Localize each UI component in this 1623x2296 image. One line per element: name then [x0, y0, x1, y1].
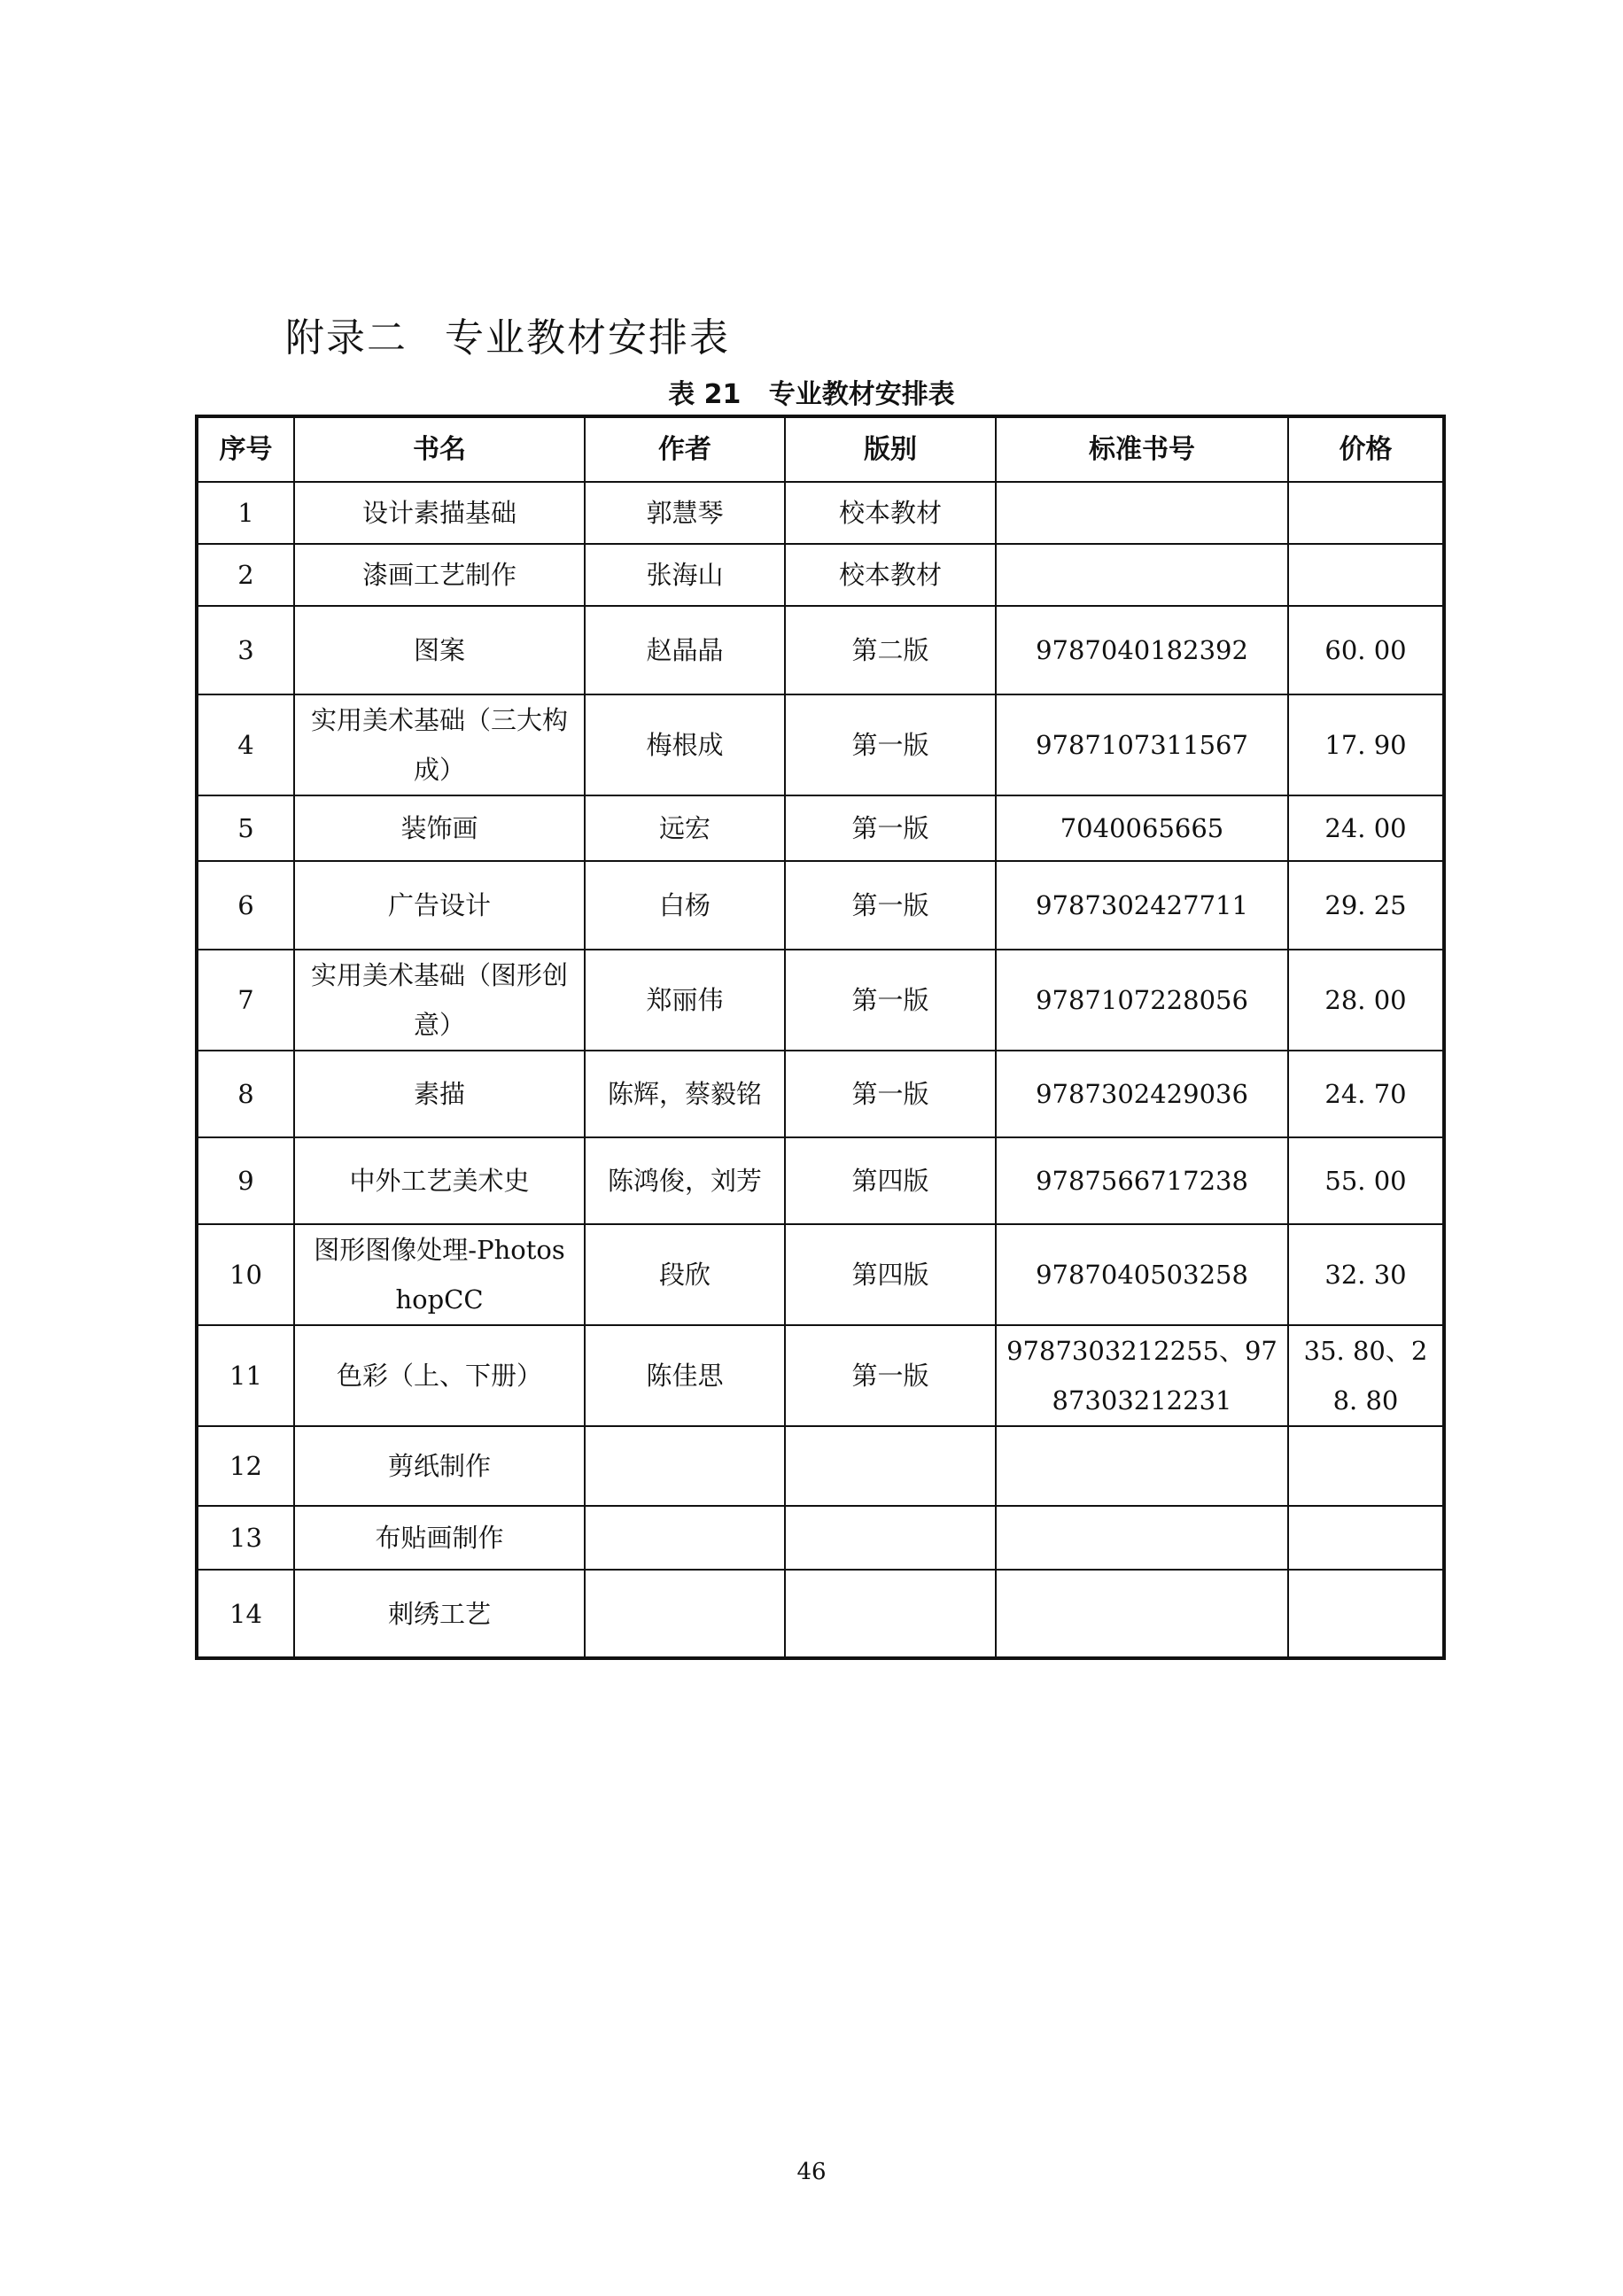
cell-title: 布贴画制作 [294, 1506, 585, 1570]
cell-index: 13 [197, 1506, 294, 1570]
cell-title: 装饰画 [294, 795, 585, 861]
cell-isbn: 9787302427711 [996, 861, 1288, 950]
cell-author: 赵晶晶 [585, 606, 785, 694]
table-row [197, 1426, 1444, 1506]
cell-price: 60. 00 [1288, 606, 1444, 694]
cell-price: 24. 70 [1288, 1051, 1444, 1137]
cell-author [585, 1506, 785, 1570]
cell-edition: 第二版 [785, 606, 996, 694]
cell-price [1288, 1506, 1444, 1570]
cell-price: 55. 00 [1288, 1137, 1444, 1224]
cell-index: 9 [197, 1137, 294, 1224]
cell-index: 4 [197, 694, 294, 795]
header-author: 作者 [585, 416, 785, 482]
cell-price: 24. 00 [1288, 795, 1444, 861]
header-edition: 版别 [785, 416, 996, 482]
cell-edition: 第一版 [785, 861, 996, 950]
cell-price [1288, 1426, 1444, 1506]
cell-edition: 校本教材 [785, 544, 996, 606]
cell-edition: 第一版 [785, 1051, 996, 1137]
cell-isbn: 9787107228056 [996, 950, 1288, 1051]
table-row [197, 1051, 1444, 1137]
header-title: 书名 [294, 416, 585, 482]
table-row [197, 482, 1444, 544]
cell-title: 素描 [294, 1051, 585, 1137]
cell-index: 5 [197, 795, 294, 861]
cell-author: 陈佳思 [585, 1325, 785, 1426]
cell-edition: 第一版 [785, 1325, 996, 1426]
cell-isbn: 9787302429036 [996, 1051, 1288, 1137]
cell-author: 远宏 [585, 795, 785, 861]
cell-price: 17. 90 [1288, 694, 1444, 795]
cell-price [1288, 1570, 1444, 1658]
cell-edition: 第一版 [785, 795, 996, 861]
cell-edition: 第四版 [785, 1137, 996, 1224]
cell-edition [785, 1570, 996, 1658]
cell-edition: 第一版 [785, 694, 996, 795]
table-row [197, 950, 1444, 1051]
table-row [197, 1224, 1444, 1325]
cell-author: 段欣 [585, 1224, 785, 1325]
cell-author: 郭慧琴 [585, 482, 785, 544]
cell-title: 漆画工艺制作 [294, 544, 585, 606]
cell-price: 35. 80、28. 80 [1288, 1325, 1444, 1426]
table-row [197, 606, 1444, 694]
appendix-heading [285, 306, 730, 362]
cell-price: 29. 25 [1288, 861, 1444, 950]
cell-index: 6 [197, 861, 294, 950]
cell-author [585, 1570, 785, 1658]
header-price: 价格 [1288, 416, 1444, 482]
cell-edition [785, 1506, 996, 1570]
table-row [197, 1325, 1444, 1426]
table-caption: 表 21 专业教材安排表 [668, 379, 955, 410]
cell-isbn [996, 1570, 1288, 1658]
header-index: 序号 [197, 416, 294, 482]
cell-index: 7 [197, 950, 294, 1051]
cell-title: 图形图像处理-PhotoshopCC [294, 1224, 585, 1325]
cell-isbn: 9787566717238 [996, 1137, 1288, 1224]
cell-title: 图案 [294, 606, 585, 694]
table-row [197, 544, 1444, 606]
cell-author: 梅根成 [585, 694, 785, 795]
cell-isbn [996, 1506, 1288, 1570]
cell-title: 广告设计 [294, 861, 585, 950]
cell-index: 2 [197, 544, 294, 606]
cell-index: 12 [197, 1426, 294, 1506]
cell-edition: 第一版 [785, 950, 996, 1051]
cell-isbn [996, 544, 1288, 606]
cell-title: 剪纸制作 [294, 1426, 585, 1506]
page-number: 46 [796, 2159, 827, 2185]
cell-title: 实用美术基础（图形创意） [294, 950, 585, 1051]
cell-edition: 第四版 [785, 1224, 996, 1325]
cell-price [1288, 544, 1444, 606]
table-row [197, 694, 1444, 795]
cell-author [585, 1426, 785, 1506]
cell-author: 郑丽伟 [585, 950, 785, 1051]
table-row [197, 795, 1444, 861]
cell-author: 张海山 [585, 544, 785, 606]
appendix-heading-title: 专业教材安排表 [445, 315, 730, 361]
cell-edition: 校本教材 [785, 482, 996, 544]
cell-isbn: 9787040503258 [996, 1224, 1288, 1325]
table-row [197, 861, 1444, 950]
cell-index: 1 [197, 482, 294, 544]
cell-author: 陈鸿俊，刘芳 [585, 1137, 785, 1224]
cell-isbn: 9787107311567 [996, 694, 1288, 795]
cell-isbn: 7040065665 [996, 795, 1288, 861]
cell-title: 实用美术基础（三大构成） [294, 694, 585, 795]
cell-isbn: 9787040182392 [996, 606, 1288, 694]
cell-author: 陈辉，蔡毅铭 [585, 1051, 785, 1137]
textbook-table [195, 415, 1446, 1660]
cell-price [1288, 482, 1444, 544]
cell-index: 11 [197, 1325, 294, 1426]
cell-price: 32. 30 [1288, 1224, 1444, 1325]
header-isbn: 标准书号 [996, 416, 1288, 482]
cell-author: 白杨 [585, 861, 785, 950]
cell-edition [785, 1426, 996, 1506]
cell-isbn [996, 1426, 1288, 1506]
table-row [197, 1506, 1444, 1570]
cell-title: 设计素描基础 [294, 482, 585, 544]
cell-index: 8 [197, 1051, 294, 1137]
table-row [197, 1137, 1444, 1224]
cell-index: 14 [197, 1570, 294, 1658]
cell-title: 中外工艺美术史 [294, 1137, 585, 1224]
cell-price: 28. 00 [1288, 950, 1444, 1051]
cell-isbn [996, 482, 1288, 544]
cell-title: 刺绣工艺 [294, 1570, 585, 1658]
cell-index: 10 [197, 1224, 294, 1325]
table-header-row [197, 416, 1444, 482]
cell-index: 3 [197, 606, 294, 694]
cell-isbn: 9787303212255、9787303212231 [996, 1325, 1288, 1426]
appendix-heading-label: 附录二 [285, 315, 408, 361]
table-row [197, 1570, 1444, 1658]
cell-title: 色彩（上、下册） [294, 1325, 585, 1426]
